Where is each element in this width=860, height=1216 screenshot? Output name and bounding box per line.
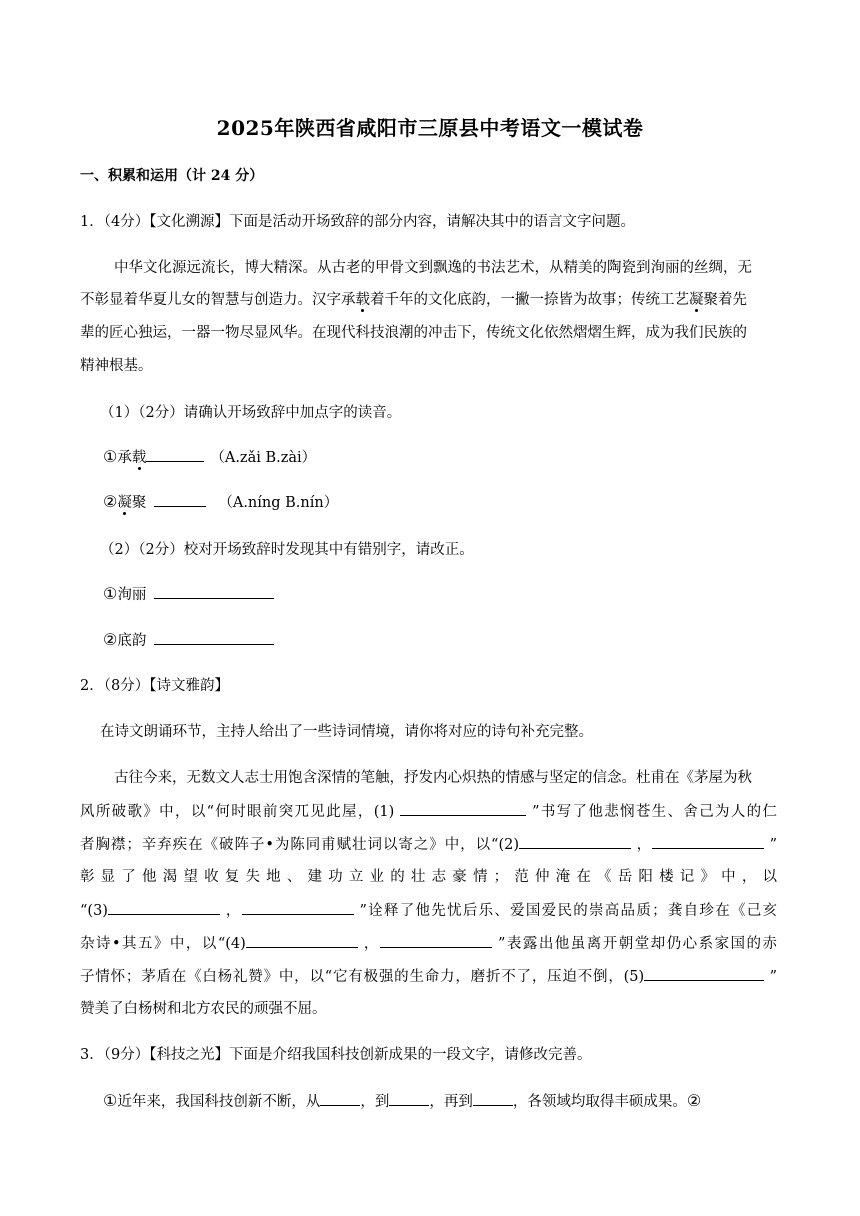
answer-blank[interactable] bbox=[154, 584, 274, 599]
q2-para-line: 杂诗•其五》中，以“(4) ， ”表露出他虽离开朝堂却仍心系家国的赤 bbox=[80, 933, 777, 954]
answer-blank[interactable] bbox=[320, 1091, 360, 1106]
answer-blank[interactable] bbox=[154, 630, 274, 645]
q2-para-line: 赞美了白杨树和北方农民的顽强不屈。 bbox=[80, 1001, 327, 1017]
answer-blank[interactable] bbox=[473, 1091, 513, 1106]
q2-para-line: 风所破歌》中，以“何时眼前突兀见此屋，(1) ”书写了他悲悯苍生、舍己为人的仁 bbox=[80, 801, 777, 822]
q3-intro: 3．（9分）【科技之光】下面是介绍我国科技创新成果的一段文字，请修改完善。 bbox=[80, 1047, 592, 1063]
q1-sub2: （2）（2分）校对开场致辞时发现其中有错别字，请改正。 bbox=[100, 542, 474, 558]
answer-blank[interactable] bbox=[652, 834, 764, 849]
q2-para-line: 者胸襟；辛弃疾在《破阵子•为陈同甫赋壮词以寄之》中，以“(2) ， ” bbox=[80, 834, 777, 855]
answer-blank[interactable] bbox=[519, 834, 631, 849]
q1-sub1-item: ②凝聚 （A.níng B.nín） bbox=[103, 492, 339, 511]
q2-lead: 在诗文朗诵环节，主持人给出了一些诗词情境，请你将对应的诗句补充完整。 bbox=[100, 724, 593, 740]
q3-para-line: ①近年来，我国科技创新不断，从 ，到 ，再到 ，各领域均取得丰硕成果。② bbox=[103, 1091, 702, 1110]
q1-sub1-item: ①承载 （A.zǎi B.zài） bbox=[103, 447, 317, 466]
answer-blank[interactable] bbox=[380, 933, 492, 948]
emphasized-char: 载 bbox=[355, 292, 370, 308]
q1-sub2-item: ①洵丽 bbox=[103, 584, 274, 605]
q2-para-line: “(3) ， ”诠释了他先忧后乐、爱国爱民的崇高品质；龚自珍在《己亥 bbox=[80, 900, 777, 921]
answer-blank[interactable] bbox=[242, 900, 354, 915]
q2-para-line: 古往今来，无数文人志士用饱含深情的笔触，抒发内心炽热的情感与坚定的信念。杜甫在《茅屋为秋 bbox=[114, 770, 752, 786]
q1-sub2-item: ②底韵 bbox=[103, 630, 274, 651]
q1-para-line: 中华文化源远流长，博大精深。从古老的甲骨文到飘逸的书法艺术，从精美的陶瓷到洵丽的丝绸，无 bbox=[114, 260, 752, 276]
q1-intro: 1．（4分）【文化溯源】下面是活动开场致辞的部分内容，请解决其中的语言文字问题。 bbox=[80, 214, 635, 230]
q1-para-line: 辈的匠心独运，一器一物尽显风华。在现代科技浪潮的冲击下，传统文化依然熠熠生辉，成为我们民族的 bbox=[80, 325, 747, 341]
answer-blank[interactable] bbox=[108, 900, 220, 915]
emphasized-char: 凝 bbox=[689, 292, 704, 308]
answer-blank[interactable] bbox=[146, 447, 204, 462]
answer-blank[interactable] bbox=[154, 492, 206, 507]
answer-blank[interactable] bbox=[389, 1091, 429, 1106]
section-heading: 一、积累和运用（计 24 分） bbox=[80, 168, 264, 184]
doc-title: 2025年陕西省咸阳市三原县中考语文一模试卷 bbox=[216, 116, 644, 140]
answer-blank[interactable] bbox=[400, 801, 526, 816]
answer-blank[interactable] bbox=[246, 933, 358, 948]
q1-sub1: （1）（2分）请确认开场致辞中加点字的读音。 bbox=[100, 405, 402, 421]
q2-intro: 2．（8分）【诗文雅韵】 bbox=[80, 678, 229, 694]
q1-para-line: 不彰显着华夏儿女的智慧与创造力。汉字承载着千年的文化底韵，一撇一捺皆为故事；传统工艺凝聚着先 bbox=[80, 292, 747, 308]
q2-para-line: 彰显了他渴望收复失地、建功立业的壮志豪情；范仲淹在《岳阳楼记》中，以 bbox=[80, 869, 777, 885]
answer-blank[interactable] bbox=[644, 966, 764, 981]
q1-para-line: 精神根基。 bbox=[80, 358, 153, 374]
q2-para-line: 子情怀；茅盾在《白杨礼赞》中，以“它有极强的生命力，磨折不了，压迫不倒，(5) ” bbox=[80, 966, 777, 987]
